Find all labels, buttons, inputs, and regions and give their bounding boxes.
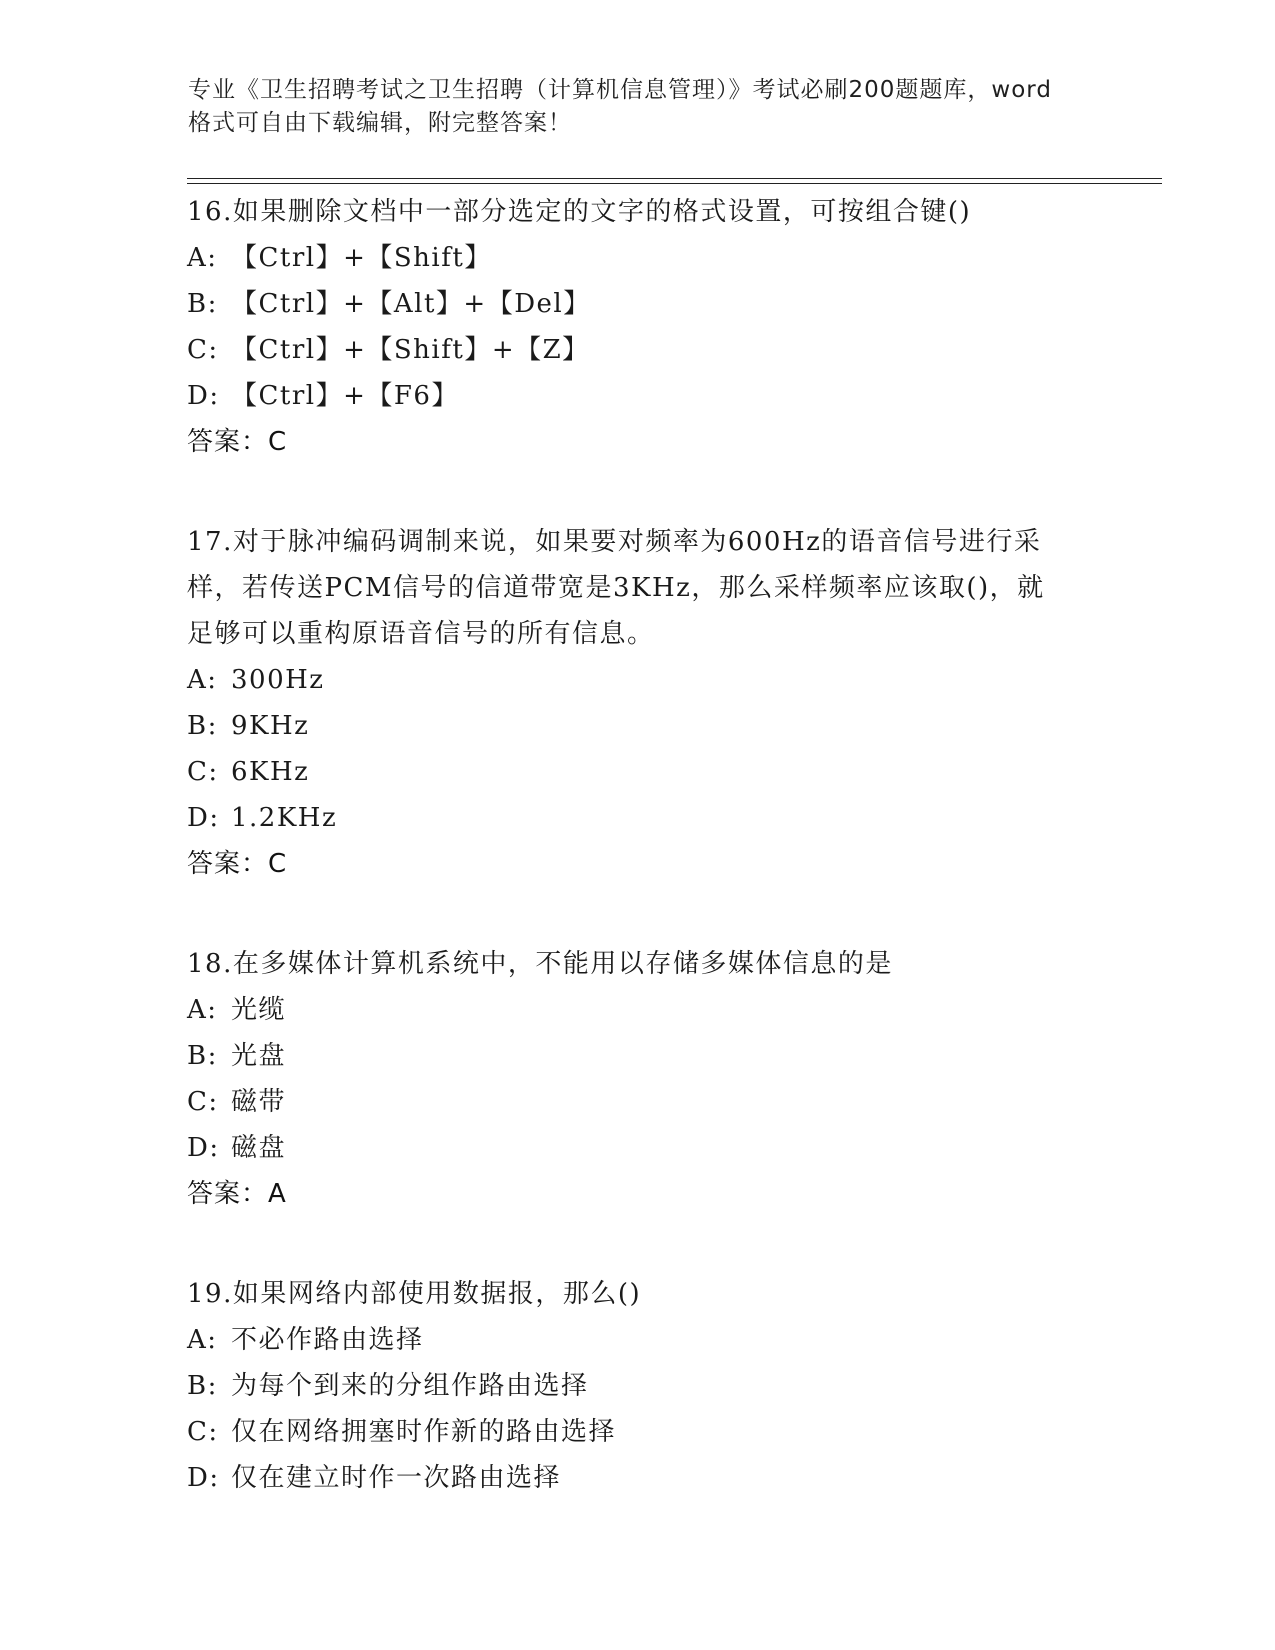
question-stem-line-3: 足够可以重构原语音信号的所有信息。 xyxy=(187,619,655,649)
answer-line: 答案：C xyxy=(187,849,288,879)
header-divider-top xyxy=(187,178,1162,179)
option-text: 【Ctrl】+【Shift】+【Z】 xyxy=(231,335,590,365)
option-d xyxy=(187,1125,1107,1171)
option-letter: D: xyxy=(187,1133,220,1163)
option-letter: D: xyxy=(187,1463,220,1493)
option-text: 仅在建立时作一次路由选择 xyxy=(231,1463,562,1493)
spacer xyxy=(187,465,1107,519)
option-c xyxy=(187,1409,1107,1455)
option-a xyxy=(187,1317,1107,1363)
option-text: 9KHz xyxy=(231,711,310,741)
question-19 xyxy=(187,1271,1107,1501)
option-text: 不必作路由选择 xyxy=(231,1325,424,1355)
answer-line: 答案：C xyxy=(187,427,288,457)
option-a xyxy=(187,987,1107,1033)
option-text: 磁盘 xyxy=(231,1133,287,1163)
question-list xyxy=(187,189,1107,1501)
option-letter: B: xyxy=(187,289,218,319)
option-d xyxy=(187,795,1107,841)
header-line-1: 专业《卫生招聘考试之卫生招聘（计算机信息管理）》考试必刷200题题库，word xyxy=(188,77,1052,103)
option-c xyxy=(187,749,1107,795)
option-text: 1.2KHz xyxy=(231,803,338,833)
document-header xyxy=(188,74,1088,140)
option-letter: B: xyxy=(187,1371,218,1401)
option-letter: C: xyxy=(187,1087,219,1117)
spacer xyxy=(187,1217,1107,1271)
question-stem: 19.如果网络内部使用数据报，那么() xyxy=(187,1279,642,1309)
header-line-2: 格式可自由下载编辑，附完整答案！ xyxy=(188,110,572,136)
option-text: 仅在网络拥塞时作新的路由选择 xyxy=(231,1417,617,1447)
option-letter: C: xyxy=(187,757,219,787)
option-letter: A: xyxy=(187,665,218,695)
question-stem: 18.在多媒体计算机系统中，不能用以存储多媒体信息的是 xyxy=(187,949,893,979)
option-b xyxy=(187,281,1107,327)
option-text: 【Ctrl】+【Shift】 xyxy=(231,243,492,273)
question-17 xyxy=(187,519,1107,887)
option-a xyxy=(187,235,1107,281)
option-b xyxy=(187,1033,1107,1079)
option-d xyxy=(187,1455,1107,1501)
option-c xyxy=(187,327,1107,373)
option-letter: D: xyxy=(187,803,220,833)
option-text: 磁带 xyxy=(231,1087,287,1117)
question-stem-line-2: 样，若传送PCM信号的信道带宽是3KHz，那么采样频率应该取()，就 xyxy=(187,573,1045,603)
option-letter: B: xyxy=(187,711,218,741)
option-text: 300Hz xyxy=(231,665,325,695)
option-letter: A: xyxy=(187,1325,218,1355)
option-b xyxy=(187,703,1107,749)
option-text: 【Ctrl】+【Alt】+【Del】 xyxy=(231,289,591,319)
option-b xyxy=(187,1363,1107,1409)
option-text: 6KHz xyxy=(231,757,310,787)
option-letter: D: xyxy=(187,381,220,411)
option-text: 光盘 xyxy=(231,1041,287,1071)
option-text: 【Ctrl】+【F6】 xyxy=(231,381,459,411)
option-letter: C: xyxy=(187,335,219,365)
question-16 xyxy=(187,189,1107,465)
answer-line: 答案：A xyxy=(187,1179,287,1209)
option-text: 为每个到来的分组作路由选择 xyxy=(231,1371,589,1401)
option-a xyxy=(187,657,1107,703)
option-letter: A: xyxy=(187,995,218,1025)
option-letter: C: xyxy=(187,1417,219,1447)
option-letter: B: xyxy=(187,1041,218,1071)
option-c xyxy=(187,1079,1107,1125)
option-text: 光缆 xyxy=(231,995,287,1025)
header-divider-bottom xyxy=(187,183,1162,184)
question-18 xyxy=(187,941,1107,1217)
option-d xyxy=(187,373,1107,419)
option-letter: A: xyxy=(187,243,218,273)
question-stem-line-1: 17.对于脉冲编码调制来说，如果要对频率为600Hz的语音信号进行采 xyxy=(187,527,1042,557)
question-stem: 16.如果删除文档中一部分选定的文字的格式设置，可按组合键() xyxy=(187,197,972,227)
spacer xyxy=(187,887,1107,941)
